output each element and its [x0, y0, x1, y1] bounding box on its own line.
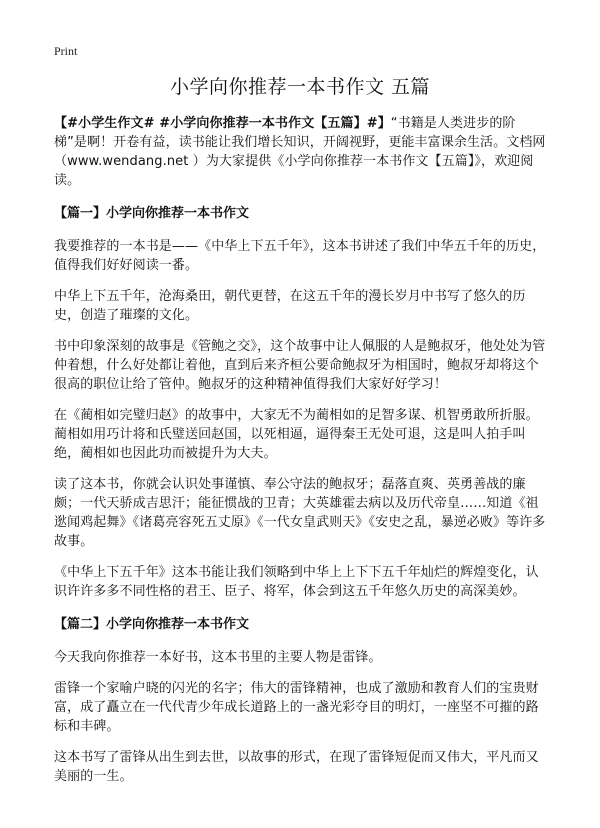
- section-heading: 【篇一】小学向你推荐一本书作文: [54, 206, 250, 221]
- paragraph: 这本书写了雷锋从出生到去世，以故事的形式，在现了雷锋短促而又伟大，平凡而又美丽的一生。: [54, 750, 539, 784]
- document-title: 小学向你推荐一本书作文 五篇: [169, 76, 431, 98]
- intro-paragraph: [54, 114, 546, 190]
- paragraph: 《中华上下五千年》这本书能让我们领略到中华上上下下五千年灿烂的辉煌变化，认识许许多多不同性格的君王、臣子、将军，体会到这五千年悠久历史的高深美妙。: [54, 565, 539, 599]
- paragraph: 中华上下五千年，沧海桑田，朝代更替，在这五千年的漫长岁月中书写了悠久的历史，创造了璀璨的文化。: [54, 289, 526, 323]
- paragraph: 雷锋一个家喻户晓的闪光的名字；伟大的雷锋精神，也成了激励和教育人们的宝贵财富，成了矗立在一代代青少年成长道路上的一盏光彩夺目的明灯，一座坚不可摧的路标和丰碑。: [54, 681, 539, 734]
- paragraph: 读了这本书，你就会认识处事谨慎、奉公守法的鲍叔牙；磊落直爽、英勇善战的廉颇；一代天骄成吉思汗；能征惯战的卫青；大英雄霍去病以及历代帝皇……知道《祖逖闻鸡起舞》《诸葛亮容死五丈原》《一代女皇武则天》《安史之乱，暴逆必败》等许多故事。: [54, 477, 546, 549]
- paragraph: 今天我向你推荐一本好书，这本书里的主要人物是雷锋。: [54, 650, 382, 665]
- print-label: Print: [54, 44, 78, 58]
- intro-text: “书籍是人类进步的阶梯”是啊！开卷有益，读书能让我们增长知识，开阔视野，更能丰富课余生活。文档网（www.wendang.net ）为大家提供《小学向你推荐一本书作文【五篇】》，欢迎阅读。: [54, 116, 546, 188]
- intro-lead: 【#小学生作文# #小学向你推荐一本书作文【五篇】#】: [54, 116, 391, 131]
- section-heading: 【篇二】小学向你推荐一本书作文: [54, 617, 250, 632]
- paragraph: 我要推荐的一本书是——《中华上下五千年》，这本书讲述了我们中华五千年的历史，值得我们好好阅读一番。: [54, 239, 546, 273]
- paragraph: 在《蔺相如完璧归赵》的故事中，大家无不为蔺相如的足智多谋、机智勇敢所折服。蔺相如用巧计将和氏璧送回赵国，以死相逼，逼得秦王无处可退，这是叫人拍手叫绝，蔺相如也因此功而被提升为大夫。: [54, 408, 539, 461]
- paragraph: 书中印象深刻的故事是《管鲍之交》，这个故事中让人佩服的人是鲍叔牙，他处处为管仲着想，什么好处都让着他，直到后来齐桓公要命鲍叔牙为相国时，鲍叔牙却将这个很高的职位让给了管仲。鲍叔牙的这种精神值得我们大家好好学习！: [54, 339, 546, 392]
